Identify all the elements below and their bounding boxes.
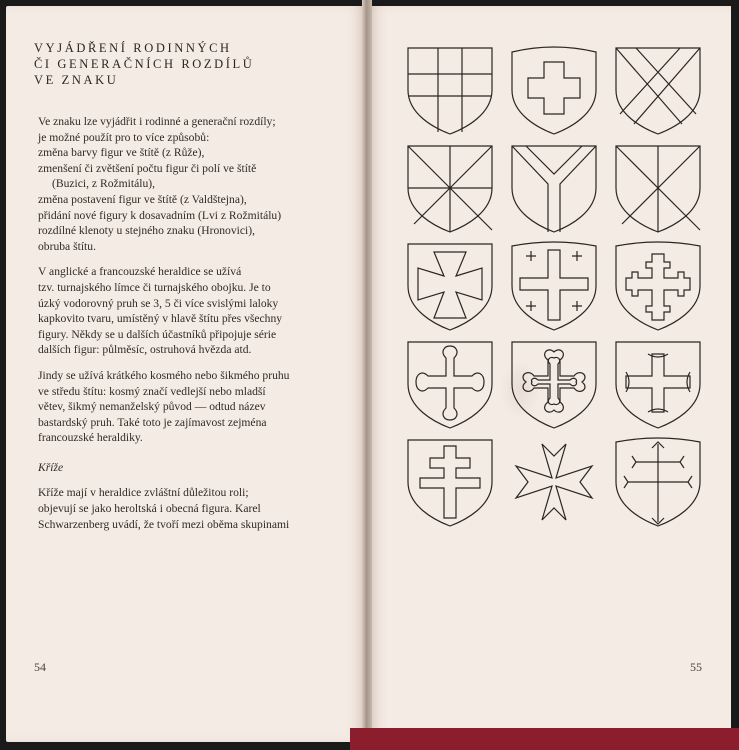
greek-cross-shield-icon (508, 44, 600, 136)
body-text (38, 114, 338, 542)
text-line: Jindy se užívá krátkého kosmého nebo šikmého pruhu (38, 368, 290, 382)
text-line: přidání nové figury k dosavadním (Lvi z Rožmitálu) (38, 208, 282, 222)
paragraph-2 (38, 264, 338, 358)
text-line: Kříže mají v heraldice zvláštní důležitou roli; (38, 486, 249, 500)
text-line: větev, šikmý nemanželský původ — odtud název (38, 400, 266, 414)
text-line: objevují se jako heroltská i obecná figura. Karel (38, 502, 261, 516)
text-line: rozdílné klenoty u stejného znaku (Hronovici), (38, 224, 255, 238)
text-line: obruba štítu. (38, 239, 96, 253)
text-line: V anglické a francouzské heraldice se užívá (38, 265, 242, 279)
title-line: VE ZNAKU (34, 73, 119, 87)
text-line: Schwarzenberg uvádí, že tvoří mezi oběma skupinami (38, 517, 290, 531)
text-line: ve středu štítu: kosmý značí vedlejší nebo mladší (38, 384, 266, 398)
text-line: změna barvy figur ve štítě (z Růže), (38, 146, 205, 160)
text-line: úzký vodorovný pruh se 3, 5 či více svislými laloky (38, 296, 279, 310)
text-line: změna postavení figur ve štítě (z Valdštejna), (38, 192, 247, 206)
paragraph-3 (38, 368, 338, 446)
cross-potent-shield-icon (404, 240, 496, 332)
text-line: francouzské heraldiky. (38, 431, 143, 445)
shield-illustrations (404, 44, 704, 534)
page-number-left: 54 (34, 660, 46, 674)
maltese-cross-icon (508, 436, 600, 528)
jerusalem-cross-shield-icon (508, 240, 600, 332)
gyronny-eight-shield-icon (404, 142, 496, 234)
section-title (34, 40, 254, 88)
binding-band (350, 728, 739, 750)
text-line: (Buzici, z Rožmitálu), (52, 177, 156, 191)
text-line: kapkovito tvaru, umístěný v hlavě štítu přes všechny (38, 312, 283, 326)
patriarchal-cross-shield-icon (404, 436, 496, 528)
text-line: dalších figur: půlměsíc, ostruhová hvězda atd. (38, 343, 252, 357)
pall-shield-icon (508, 142, 600, 234)
plain-cross-shield-icon (404, 44, 496, 136)
page-number-right: 55 (690, 660, 702, 674)
text-line: bastardský pruh. Také toto je zajímavost zejména (38, 415, 267, 429)
cross-bottony-shield-icon (404, 338, 496, 430)
title-line: ČI GENERAČNÍCH ROZDÍLŮ (34, 57, 255, 71)
cross-crosslet-shield-icon (612, 240, 704, 332)
paragraph-1 (38, 114, 338, 254)
text-line: zmenšení či zvětšení počtu figur či polí ve štítě (38, 161, 257, 175)
title-line: VYJÁDŘENÍ RODINNÝCH (34, 41, 232, 55)
text-line: figury. Někdy se u dalších účastníků připojuje série (38, 327, 277, 341)
saltire-shield-icon (612, 44, 704, 136)
book-gutter (362, 0, 372, 750)
patriarchal-cross-fleury-shield-icon (612, 436, 704, 528)
cross-moline-shield-icon (612, 338, 704, 430)
subheading: Kříže (38, 460, 64, 474)
cross-fleury-shield-icon (508, 338, 600, 430)
text-line: Ve znaku lze vyjádřit i rodinné a generační rozdíly; (38, 115, 276, 128)
text-line: tzv. turnajského límce či turnajského obojku. Je to (38, 280, 271, 294)
text-line: je možné použít pro to více způsobů: (38, 130, 210, 144)
gyronny-saltire-shield-icon (612, 142, 704, 234)
paragraph-4 (38, 485, 338, 532)
